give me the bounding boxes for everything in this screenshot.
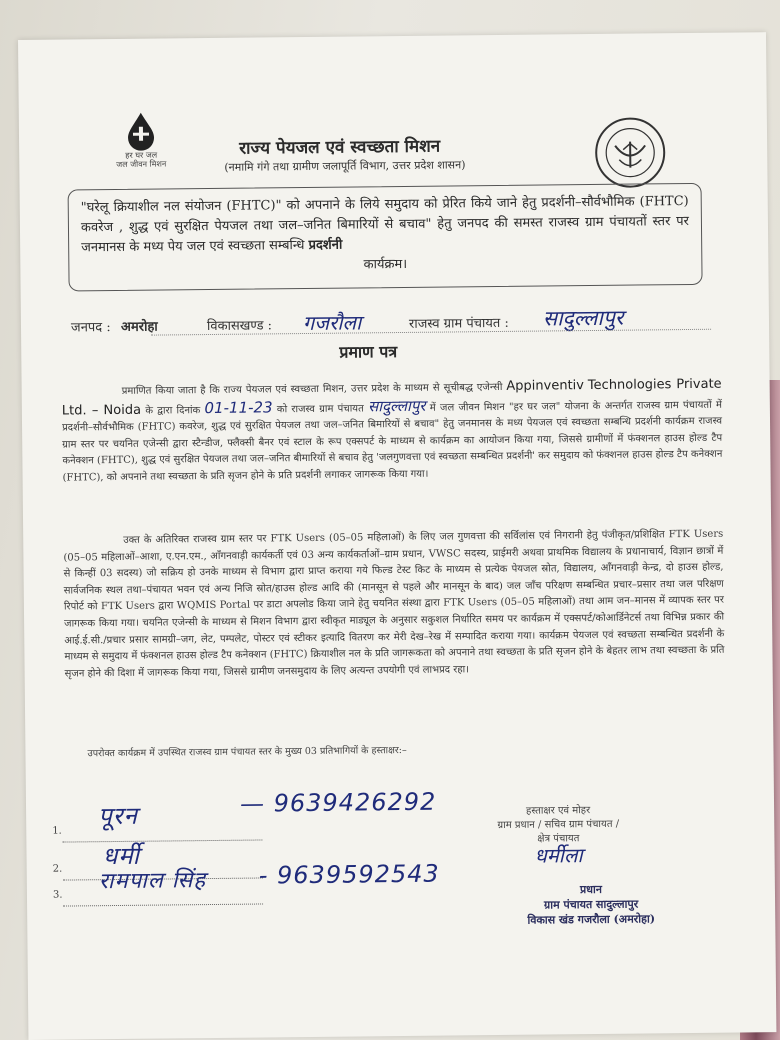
signatory-1-phone: — 9639426292 (239, 787, 437, 818)
panchayat-value: सादुल्लापुर (542, 305, 624, 331)
date-label: के द्वारा दिनांक (145, 404, 201, 417)
block-label: विकासखण्ड : (206, 318, 273, 335)
authority-line-3: क्षेत्र पंचायत (537, 833, 580, 845)
intro-line-3-bold: प्रदर्शनी (308, 237, 343, 253)
panchayat-handwritten: सादुल्लापुर (367, 396, 426, 415)
district-label: जनपद : (70, 320, 111, 336)
water-drop-icon (124, 111, 158, 151)
authority-signature: धर्मीला (534, 843, 583, 868)
signatory-2-number: 2. (52, 863, 63, 875)
stamp-line-1: प्रधान (579, 882, 602, 897)
signatory-1-name: पूरन (97, 801, 139, 831)
page-title: राज्य पेयजल एवं स्वच्छता मिशन (239, 136, 441, 159)
logo-caption-2: जल जीवन मिशन (116, 159, 167, 169)
stamp-line-3: विकास खंड गजरौला (अमरोहा) (527, 912, 656, 927)
signatory-2-name: धर्मी (102, 841, 141, 871)
panchayat-text: को राजस्व ग्राम पंचायत (276, 402, 364, 415)
intro-line-2: प्रदर्शनी–सौर्वभौमिक (FHTC) कवरेज , शुद्ध एवं सुरक्षित पेयजल तथा जल–जनित बिमारियों से बचाव" हेतु (80, 193, 689, 236)
intro-line-3: जनपद की समस्त राजस्व ग्राम पंचायतों स्तर पर जनमानस के मध्य पेय जल एवं स्वच्छता सम्बन्धि (81, 213, 690, 256)
agency-name-2: Technologies Private Ltd. – Noida (61, 376, 722, 419)
page-subtitle: (नमामि गंगे तथा ग्रामीण जलापूर्ति विभाग, उत्तर प्रदेश शासन) (224, 158, 466, 174)
panchayat-label: राजस्व ग्राम पंचायत : (408, 315, 509, 332)
agency-name-1: Appinventiv (506, 378, 585, 394)
pradhan-stamp (481, 881, 701, 928)
authority-line-2: ग्राम प्रधान / सचिव ग्राम पंचायत / (497, 818, 620, 832)
signature-line-1 (62, 839, 262, 842)
intro-box (68, 183, 703, 292)
signatory-3-name: रामपाल सिंह (98, 868, 207, 895)
intro-line-4: कार्यक्रम। (363, 256, 408, 273)
paragraph-1 (62, 377, 723, 487)
authority-block (458, 803, 659, 868)
block-value: गजरौला (302, 310, 362, 336)
up-government-seal-icon (593, 115, 668, 190)
signatures-note: उपरोक्त कार्यक्रम में उपस्थित राजस्व ग्राम पंचायत स्तर के मुख्य 03 प्रतिभागियों के हस्ताक्षर:– (87, 744, 407, 760)
paragraph-2: उक्त के अतिरिक्त राजस्व ग्राम स्तर पर FTK Users (05–05 महिलाओं) के लिए जल गुणवत्ता की सर्विलांस एवं निगरानी हेतु पंजीकृत/प्रशिक्षित FTK Users (05–05 महिलाओं–आशा, ए.एन.एम., आँगनवाड़ी कार्यकर्ती एवं 03 अन्य कार्यकर्ताओं–ग्राम प्रधान, VWSC सदस्य, प्राईमरी अथवा प्राथमिक विद्यालय के प्रधानाचार्य, विज्ञान छात्रों में से किन्हीं 03 सदस्य) जो सक्रिय हो उनके माध्यम से विभाग द्वारा प्राप्त कराया गये फिल्ड टेस्ट किट के माध्यम से प्रत्येक पेयजल स्रोत, विद्यालय, आँगनवाड़ी केन्द्र, दो हाउस होल्ड, सार्वजनिक स्थल तथा–पंचायत भवन एवं अन्य निजि स्रोत/हाउस होल्ड आदि की (मानसून से पहले और मानसून के बाद) जल जाँच परिक्षण सम्बन्धित प्रचार–प्रसार तथा जल परिक्षण रिपोर्ट को FTK Users द्वारा WQMIS Portal पर डाटा अपलोड किया जाने हेतु चयनित संस्था द्वारा FTK Users (05–05 महिलाओं) तथा आम जन–मानस में व्यापक स्तर पर जागरूक किया गया। चयनित एजेन्सी के माध्यम से मिशन विभाग द्वारा स्वीकृत माड्यूल के अनुसार सकुशल निर्धारित समय पर कार्यक्रम में एक्सपर्ट/कोआर्डिनेटर्स तथा विभिन्न प्रकार की आई.ई.सी./प्रचार प्रसार सामग्री–जग, लेट, पम्पलेट, पोस्टर एवं स्टीकर इत्यादि वितरण कर मेरी देख–रेख में सम्पादित कराया गया। कार्यक्रम पेयजल एवं स्वच्छता सम्बन्धित प्रदर्शनी के माध्यम से समुदाय में फंक्शनल हाउस होल्ड टैप कनेक्शन (FHTC) क्रियाशील नल के प्रति जागरूकता को अपनाने तथा स्वच्छता के प्रति सृजन होने के बेहतर लाभ तथा स्वच्छता के प्रति सृजन होने की दिशा में जागरूक किया गया, जिससे ग्रामीण जनसमुदाय के लिए अत्यन्त उपयोगी एवं लाभप्रद रहा। (63, 528, 725, 680)
signatory-3-phone: - 9639592543 (258, 859, 440, 890)
signatory-3-number: 3. (52, 889, 63, 901)
authority-line-1: हस्ताक्षर एवं मोहर (525, 805, 591, 817)
event-date: 01-11-23 (204, 397, 273, 417)
intro-line-1: "घरेलू क्रियाशील नल संयोजन (FHTC)" को अपनाने के लिये समुदाय को प्रेरित किये जाने हेतु (80, 195, 537, 216)
para1-rest: में जल जीवन मिशन "हर घर जल" योजना के अन्तर्गत राजस्व ग्राम पंचायतों में प्रदर्शनी–सौर्वभौमिक (FHTC) कवरेज, शुद्ध एवं सुरक्षित पेयजल तथा जल–जनित बिमारियों से बचाव" हेतु जनमानस के मध्य पेयजल एवं स्वच्छता सम्बन्धि प्रदर्शनी कार्यक्रम राजस्व ग्राम स्तर पर चयनित एजेन्सी द्वारा स्टैन्डीज, फ्लैक्सी बैनर एवं स्टाल के रूप एक्सपर्ट के माध्यम से कार्यक्रम का आयोजन किया गया, जिससे ग्रामीणों में फंक्शनल हाउस होल्ड टैप कनेक्शन (FHTC), शुद्ध एवं सुरक्षित पेयजल तथा जल–जनित बीमारियों से बचाव हेतु 'जलगुणवत्ता एवं स्वच्छता सम्बन्धित प्रदर्शनी' कर समुदाय को फंक्शनल हाउस होल्ड टैप कनेक्शन (FHTC), को अपनाने तथा स्वच्छता के प्रति सृजन होने के प्रति प्रदर्शनी लगाकर जागरूक किया गया। (62, 399, 723, 484)
signatory-1-number: 1. (52, 825, 62, 837)
signature-line-3 (63, 903, 263, 906)
jal-jeevan-mission-logo (111, 110, 172, 169)
logo-caption-1: हर घर जल (125, 150, 158, 160)
district-value: अमरोहा (120, 319, 158, 335)
stamp-line-2: ग्राम पंचायत सादुल्लापुर (543, 897, 639, 912)
certificate-document (18, 32, 776, 1040)
para1-start: प्रमाणित किया जाता है कि राज्य पेयजल एवं स्वच्छता मिशन, उत्तर प्रदेश के माध्यम से सूचीबद्ध एजेन्सी (121, 381, 503, 397)
certificate-title: प्रमाण पत्र (339, 342, 398, 362)
